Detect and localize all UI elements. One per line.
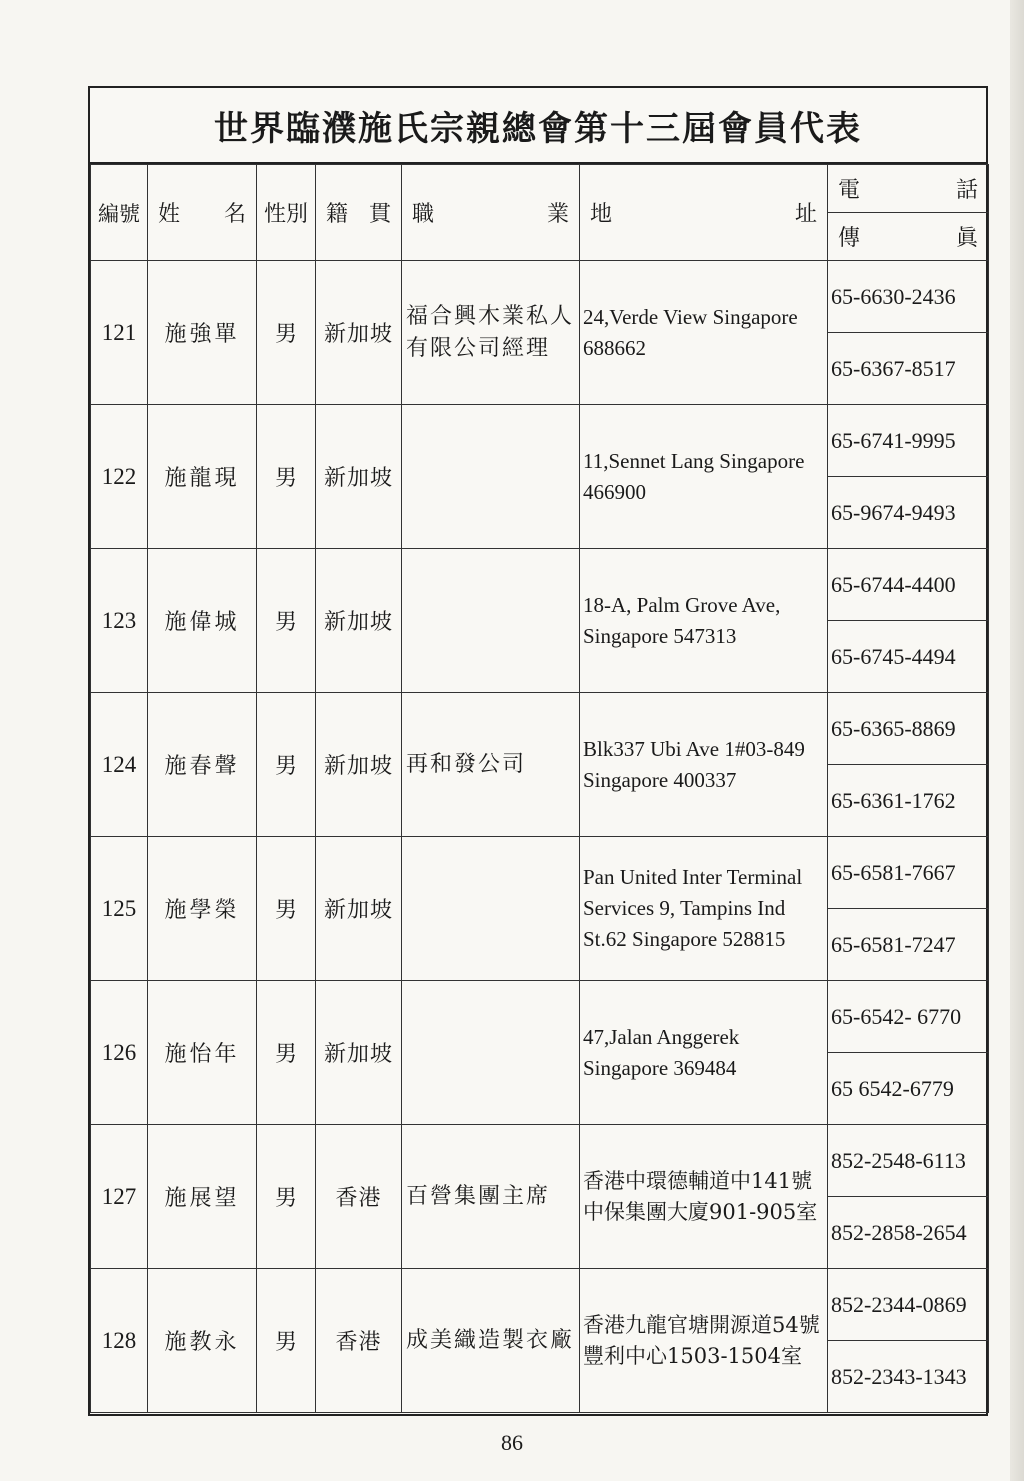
member-name: 施春聲 xyxy=(148,693,257,837)
member-occupation: 再和發公司 xyxy=(402,693,580,837)
member-name: 施強單 xyxy=(148,261,257,405)
member-number: 123 xyxy=(91,549,148,693)
member-number: 128 xyxy=(91,1269,148,1413)
page-edge xyxy=(1010,0,1024,1481)
member-address: Pan United Inter Terminal Services 9, Tampins Ind St.62 Singapore 528815 xyxy=(580,837,828,981)
member-name: 施偉城 xyxy=(148,549,257,693)
member-sex: 男 xyxy=(257,261,316,405)
member-fax: 65-9674-9493 xyxy=(828,477,989,549)
member-name: 施怡年 xyxy=(148,981,257,1125)
header-sex: 性別 xyxy=(257,165,316,261)
page-title: 世界臨濮施氏宗親總會第十三屆會員代表 xyxy=(90,88,986,164)
member-origin: 新加坡 xyxy=(316,549,402,693)
member-origin: 新加坡 xyxy=(316,261,402,405)
header-origin: 籍 貫 xyxy=(316,165,402,261)
member-occupation xyxy=(402,981,580,1125)
header-telephone: 電 話 xyxy=(828,165,989,213)
member-occupation: 百營集團主席 xyxy=(402,1125,580,1269)
member-address: 24,Verde View Singapore 688662 xyxy=(580,261,828,405)
table-row xyxy=(91,837,989,909)
member-fax: 65-6361-1762 xyxy=(828,765,989,837)
member-number: 127 xyxy=(91,1125,148,1269)
member-origin: 新加坡 xyxy=(316,693,402,837)
header-fax: 傳 眞 xyxy=(828,213,989,261)
member-telephone: 65-6581-7667 xyxy=(828,837,989,909)
member-telephone: 65-6630-2436 xyxy=(828,261,989,333)
member-sex: 男 xyxy=(257,405,316,549)
member-origin: 香港 xyxy=(316,1125,402,1269)
header-address: 地 址 xyxy=(580,165,828,261)
member-table xyxy=(90,164,989,1413)
member-address: Blk337 Ubi Ave 1#03-849 Singapore 400337 xyxy=(580,693,828,837)
header-name: 姓 名 xyxy=(148,165,257,261)
member-telephone: 852-2548-6113 xyxy=(828,1125,989,1197)
header-row xyxy=(91,165,989,213)
member-sex: 男 xyxy=(257,693,316,837)
member-fax: 65 6542-6779 xyxy=(828,1053,989,1125)
member-number: 124 xyxy=(91,693,148,837)
member-origin: 新加坡 xyxy=(316,405,402,549)
member-fax: 852-2343-1343 xyxy=(828,1341,989,1413)
member-telephone: 65-6365-8869 xyxy=(828,693,989,765)
page-number: 86 xyxy=(501,1430,523,1455)
member-sex: 男 xyxy=(257,549,316,693)
member-number: 122 xyxy=(91,405,148,549)
table-row xyxy=(91,261,989,333)
member-number: 126 xyxy=(91,981,148,1125)
member-name: 施龍現 xyxy=(148,405,257,549)
table-row xyxy=(91,1269,989,1341)
member-telephone: 65-6542- 6770 xyxy=(828,981,989,1053)
member-name: 施展望 xyxy=(148,1125,257,1269)
member-origin: 新加坡 xyxy=(316,981,402,1125)
member-sex: 男 xyxy=(257,1125,316,1269)
member-fax: 65-6581-7247 xyxy=(828,909,989,981)
member-fax: 852-2858-2654 xyxy=(828,1197,989,1269)
member-address: 香港九龍官塘開源道54號 豐利中心1503-1504室 xyxy=(580,1269,828,1413)
member-address: 47,Jalan Anggerek Singapore 369484 xyxy=(580,981,828,1125)
member-origin: 香港 xyxy=(316,1269,402,1413)
member-origin: 新加坡 xyxy=(316,837,402,981)
table-row xyxy=(91,981,989,1053)
member-name: 施教永 xyxy=(148,1269,257,1413)
member-occupation xyxy=(402,405,580,549)
member-fax: 65-6367-8517 xyxy=(828,333,989,405)
member-table-frame xyxy=(88,86,988,1416)
member-sex: 男 xyxy=(257,981,316,1125)
member-occupation xyxy=(402,549,580,693)
member-number: 125 xyxy=(91,837,148,981)
member-telephone: 65-6741-9995 xyxy=(828,405,989,477)
member-sex: 男 xyxy=(257,837,316,981)
member-occupation xyxy=(402,837,580,981)
member-sex: 男 xyxy=(257,1269,316,1413)
member-address: 18-A, Palm Grove Ave, Singapore 547313 xyxy=(580,549,828,693)
member-address: 香港中環德輔道中141號 中保集團大廈901-905室 xyxy=(580,1125,828,1269)
member-number: 121 xyxy=(91,261,148,405)
member-fax: 65-6745-4494 xyxy=(828,621,989,693)
table-row xyxy=(91,693,989,765)
member-occupation: 福合興木業私人有限公司經理 xyxy=(402,261,580,405)
member-address: 11,Sennet Lang Singapore 466900 xyxy=(580,405,828,549)
table-row xyxy=(91,405,989,477)
member-telephone: 852-2344-0869 xyxy=(828,1269,989,1341)
member-name: 施學榮 xyxy=(148,837,257,981)
member-telephone: 65-6744-4400 xyxy=(828,549,989,621)
member-occupation: 成美織造製衣廠 xyxy=(402,1269,580,1413)
table-row xyxy=(91,549,989,621)
table-row xyxy=(91,1125,989,1197)
header-occupation: 職 業 xyxy=(402,165,580,261)
header-no: 編號 xyxy=(91,165,148,261)
